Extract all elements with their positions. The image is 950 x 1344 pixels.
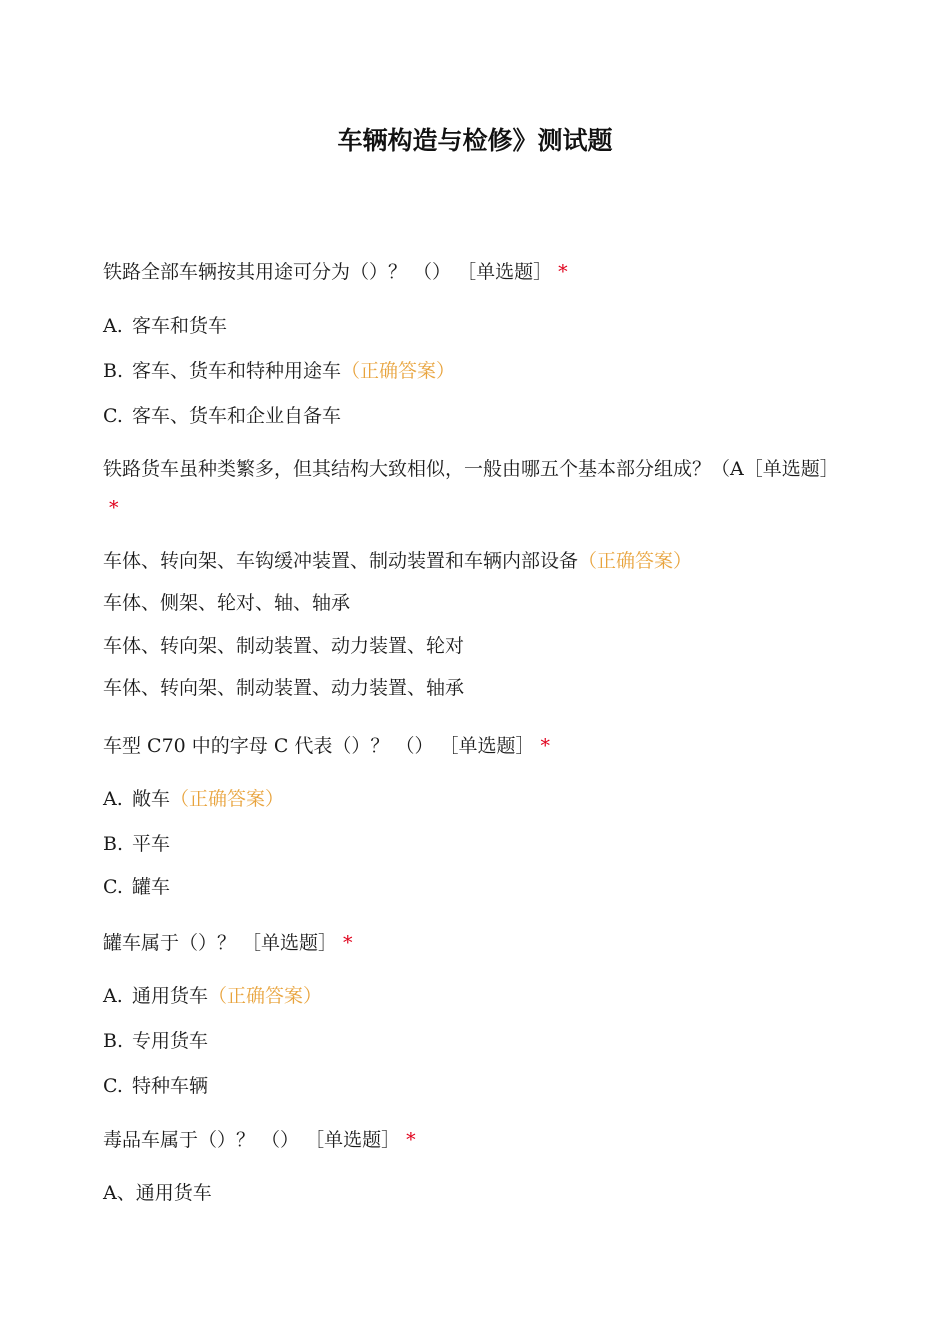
question-2-option-1 (103, 548, 692, 574)
question-2-text: 铁路货车虽种类繁多，但其结构大致相似，一般由哪五个基本部分组成？（A［单选题］ (103, 458, 839, 480)
option-letter: A. (103, 788, 123, 810)
option-letter: C. (103, 405, 123, 427)
correct-answer-label: （正确答案） (578, 550, 693, 572)
option-letter: B. (103, 1030, 124, 1052)
question-5-text: 毒品车属于（）？ （） ［单选题］ (103, 1129, 401, 1151)
correct-answer-label: （正确答案） (341, 360, 456, 382)
option-text: 敞车 (132, 788, 171, 810)
question-3-option-b (103, 831, 170, 857)
question-2-option-2 (103, 590, 350, 616)
question-4 (103, 930, 353, 956)
question-3-text: 车型 C70 中的字母 C 代表（）？ （） ［单选题］ (103, 735, 535, 757)
option-letter: A. (103, 315, 123, 337)
question-4-option-c (103, 1073, 208, 1099)
option-text: 车体、转向架、制动装置、动力装置、轮对 (103, 635, 465, 657)
correct-answer-label: （正确答案） (170, 788, 285, 810)
question-2-option-3 (103, 633, 464, 659)
question-4-text: 罐车属于（）？ ［单选题］ (103, 932, 338, 954)
option-text: A、通用货车 (103, 1182, 212, 1204)
option-text: 客车、货车和企业自备车 (132, 405, 342, 427)
option-letter: B. (103, 833, 124, 855)
question-5 (103, 1127, 416, 1153)
document-title: 车辆构造与检修》测试题 (337, 126, 613, 155)
option-text: 特种车辆 (132, 1075, 209, 1097)
option-text: 罐车 (132, 876, 171, 898)
question-3-option-c (103, 874, 170, 900)
question-2 (103, 450, 839, 528)
option-letter: A. (103, 985, 123, 1007)
option-text: 专用货车 (132, 1030, 209, 1052)
option-text: 客车、货车和特种用途车 (132, 360, 342, 382)
option-text: 车体、转向架、车钩缓冲装置、制动装置和车辆内部设备 (103, 550, 579, 572)
question-4-option-b (103, 1028, 208, 1054)
question-4-option-a (103, 983, 322, 1009)
required-asterisk: * (343, 932, 353, 954)
option-text: 通用货车 (132, 985, 209, 1007)
required-asterisk: * (558, 261, 568, 283)
option-text: 车体、转向架、制动装置、动力装置、轴承 (103, 677, 465, 699)
option-text: 客车和货车 (132, 315, 228, 337)
question-5-option-a (103, 1180, 212, 1206)
option-text: 平车 (132, 833, 171, 855)
required-asterisk: * (109, 497, 119, 519)
question-1 (103, 259, 568, 285)
question-3-option-a (103, 786, 284, 812)
option-letter: C. (103, 876, 123, 898)
question-1-option-a (103, 313, 227, 339)
correct-answer-label: （正确答案） (208, 985, 323, 1007)
question-1-text: 铁路全部车辆按其用途可分为（）？ （） ［单选题］ (103, 261, 553, 283)
question-1-option-c (103, 403, 341, 429)
question-2-option-4 (103, 675, 464, 701)
required-asterisk: * (540, 735, 550, 757)
question-1-option-b (103, 358, 455, 384)
question-3 (103, 733, 550, 759)
option-text: 车体、侧架、轮对、轴、轴承 (103, 592, 351, 614)
option-letter: B. (103, 360, 124, 382)
option-letter: C. (103, 1075, 123, 1097)
required-asterisk: * (406, 1129, 416, 1151)
